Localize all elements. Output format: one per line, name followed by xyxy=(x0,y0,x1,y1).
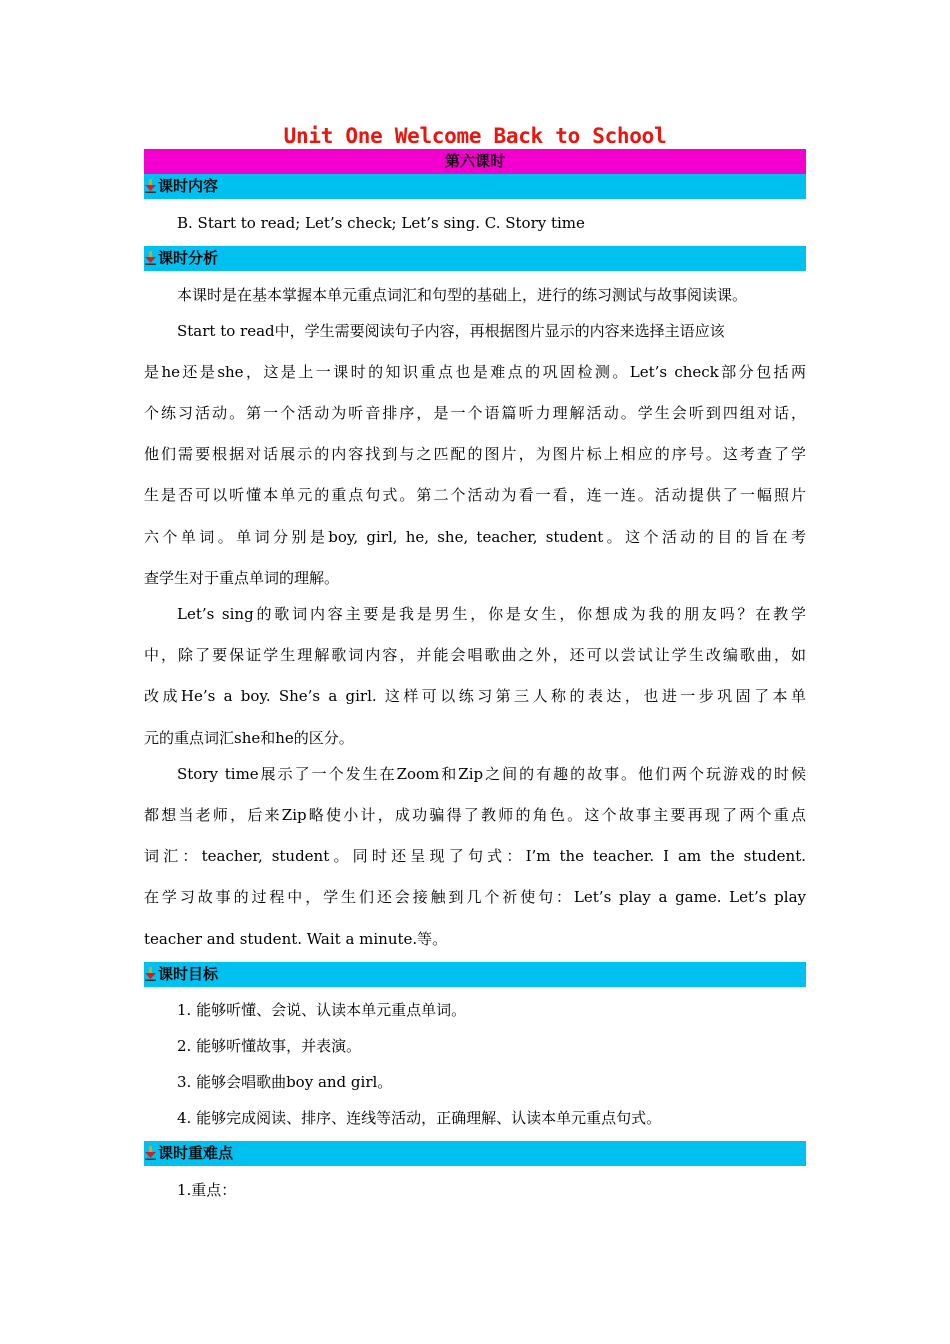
content-text: B. Start to read; Let’s check; Let’s sing. C. Story time xyxy=(177,214,585,232)
objective-item: 1. 能够听懂、会说、认读本单元重点单词。 xyxy=(177,1001,467,1019)
analysis-line: 查学生对于重点单词的理解。 xyxy=(144,569,340,587)
download-arrow-icon xyxy=(144,1146,157,1160)
download-arrow-icon xyxy=(144,251,157,265)
key-point-item: 1.重点： xyxy=(177,1181,237,1199)
section-heading: 课时重难点 xyxy=(158,1144,234,1162)
analysis-line: 生是否可以听懂本单元的重点句式。第二个活动为看一看，连一连。活动提供了一幅照片 xyxy=(144,486,806,504)
objective-item: 2. 能够听懂故事，并表演。 xyxy=(177,1037,362,1055)
section-header-content xyxy=(144,174,806,199)
download-arrow-icon xyxy=(144,967,157,981)
analysis-line: 改成He’s a boy. She’s a girl. 这样可以练习第三人称的表达，也进一步巩固了本单 xyxy=(144,687,806,705)
document-title: Unit One Welcome Back to School xyxy=(283,124,667,148)
analysis-line: 都想当老师，后来Zip略使小计，成功骗得了教师的角色。这个故事主要再现了两个重点 xyxy=(144,806,806,824)
section-heading: 课时内容 xyxy=(158,177,219,195)
section-heading: 课时分析 xyxy=(158,249,219,267)
analysis-line: 个练习活动。第一个活动为听音排序，是一个语篇听力理解活动。学生会听到四组对话， xyxy=(144,404,806,422)
analysis-line: 是he还是she，这是上一课时的知识重点也是难点的巩固检测。Let’s check部分包括两 xyxy=(144,363,806,381)
objective-item: 4. 能够完成阅读、排序、连线等活动，正确理解、认读本单元重点句式。 xyxy=(177,1109,662,1127)
download-arrow-icon xyxy=(144,179,157,193)
analysis-line: teacher and student. Wait a minute.等。 xyxy=(144,930,448,948)
analysis-line: Story time展示了一个发生在Zoom和Zip之间的有趣的故事。他们两个玩游戏的时候 xyxy=(177,765,806,783)
analysis-line: Start to read中，学生需要阅读句子内容，再根据图片显示的内容来选择主语应该 xyxy=(177,322,725,340)
analysis-line: 他们需要根据对话展示的内容找到与之匹配的图片，为图片标上相应的序号。这考查了学 xyxy=(144,445,806,463)
analysis-line: Let’s sing的歌词内容主要是我是男生，你是女生，你想成为我的朋友吗？在教学 xyxy=(177,605,806,623)
section-header-analysis xyxy=(144,246,806,271)
lesson-label-bar: 第六课时 xyxy=(144,149,806,174)
section-header-objectives xyxy=(144,962,806,987)
analysis-line: 在学习故事的过程中，学生们还会接触到几个祈使句：Let’s play a game. Let’s play xyxy=(144,888,806,906)
analysis-line: 元的重点词汇she和he的区分。 xyxy=(144,729,354,747)
objective-item: 3. 能够会唱歌曲boy and girl。 xyxy=(177,1073,393,1091)
analysis-line: 中，除了要保证学生理解歌词内容，并能会唱歌曲之外，还可以尝试让学生改编歌曲，如 xyxy=(144,646,806,664)
analysis-line: 词汇：teacher, student。同时还呈现了句式：I’m the teacher. I am the student. xyxy=(144,847,806,865)
analysis-line: 六个单词。单词分别是boy, girl, he, she, teacher, student。这个活动的目的旨在考 xyxy=(144,528,806,546)
section-heading: 课时目标 xyxy=(158,965,219,983)
analysis-line: 本课时是在基本掌握本单元重点词汇和句型的基础上，进行的练习测试与故事阅读课。 xyxy=(177,286,748,304)
section-header-key-points xyxy=(144,1141,806,1166)
